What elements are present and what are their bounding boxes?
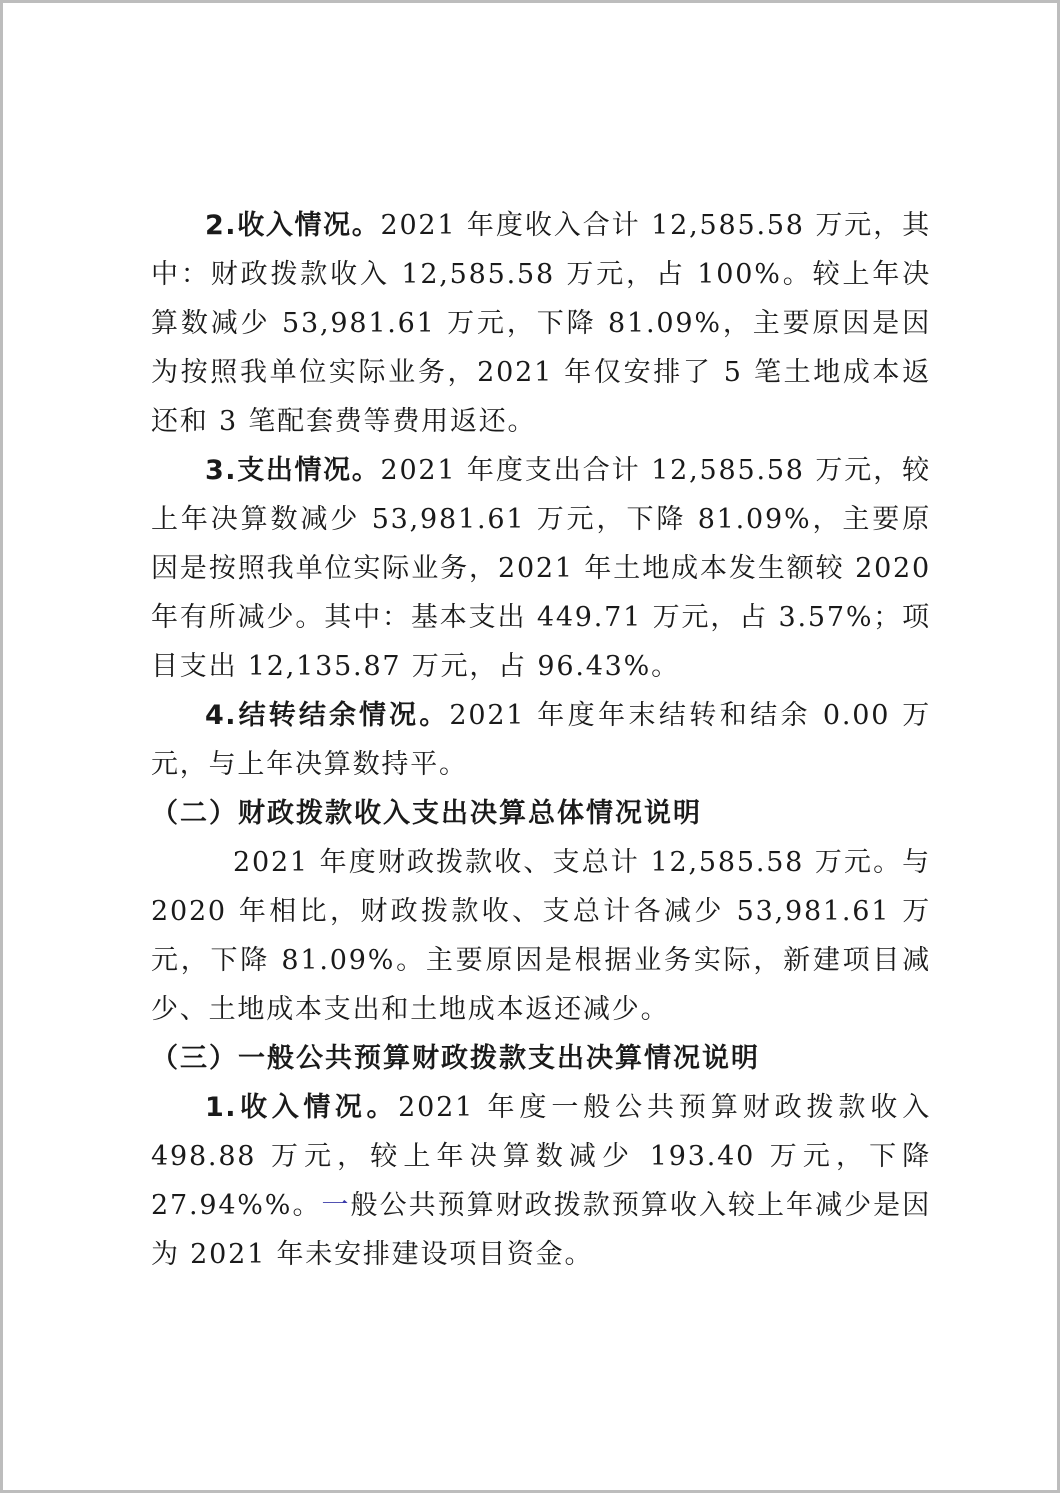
paragraph-text: 般公共预算财政拨款预算收入较上年减少是因为 2021 年未安排建设项目资金。 [151, 1190, 931, 1270]
document-body [151, 201, 931, 1279]
paragraph-income [151, 201, 931, 446]
paragraph-text: 2021 年度收入合计 12,585.58 万元，其中：财政拨款收入 12,585.58 万元，占 100%。较上年决算数减少 53,981.61 万元，下降 81.09%，主要原因是因为按照我单位实际业务，2021 年仅安排了 5 笔土地成本返还和 3 笔配套费等费用返还。 [151, 210, 931, 437]
section-heading-3: （三）一般公共预算财政拨款支出决算情况说明 [151, 1043, 760, 1074]
paragraph-section2-body: 2021 年度财政拨款收、支总计 12,585.58 万元。与 2020 年相比，财政拨款收、支总计各减少 53,981.61 万元，下降 81.09%。主要原因是根据业务实际，新建项目减少、土地成本支出和土地成本返还减少。 [151, 847, 931, 1025]
paragraph-lead: 4.结转结余情况。 [205, 700, 450, 731]
paragraph-text: 2021 年度年末结转和结余 0.00 万元，与上年决算数持平。 [151, 700, 931, 780]
paragraph-text: 2021 年度支出合计 12,585.58 万元，较上年决算数减少 53,981.61 万元，下降 81.09%，主要原因是按照我单位实际业务，2021 年土地成本发生额较 2020 年有所减少。其中：基本支出 449.71 万元，占 3.57%；项目支出 12,135.87 万元，占 96.43%。 [151, 455, 931, 682]
paragraph-text-highlight: 一 [321, 1190, 351, 1221]
paragraph-lead: 3.支出情况。 [205, 455, 381, 486]
paragraph-lead: 1.收入情况。 [205, 1092, 399, 1123]
section-heading-2: （二）财政拨款收入支出决算总体情况说明 [151, 798, 702, 829]
paragraph-gp-income [151, 1083, 931, 1279]
paragraph-expenditure [151, 446, 931, 691]
paragraph-carryover [151, 691, 931, 789]
paragraph-lead: 2.收入情况。 [205, 210, 381, 241]
paragraph-text: 2021 年度一般公共预算财政拨款收入 498.88 万元，较上年决算数减少 193.40 万元，下降 27.94%%。 [151, 1092, 932, 1221]
